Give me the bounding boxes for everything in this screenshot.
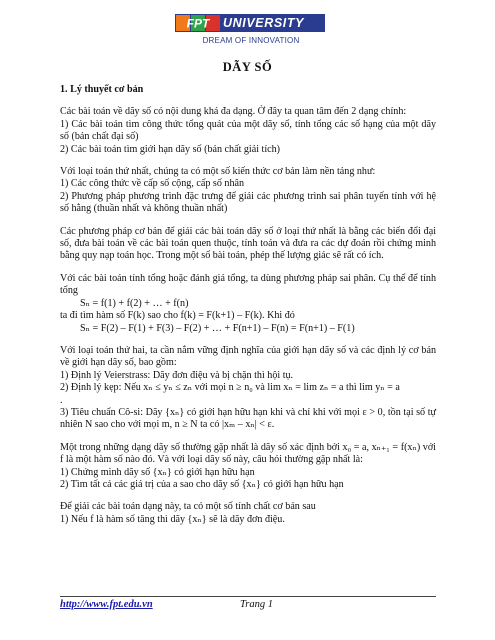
- page-number: Trang 1: [240, 599, 273, 610]
- paragraph: Với loại toán thứ nhất, chúng ta có một số kiến thức cơ bản làm nền tảng như:: [60, 166, 376, 178]
- logo-tagline: DREAM OF INNOVATION: [202, 36, 300, 45]
- formula: Sₙ = f(1) + f(2) + … + f(n): [80, 297, 189, 309]
- list-item: 1) Các công thức về cấp số cộng, cấp số nhân: [60, 178, 245, 190]
- paragraph: Một trong những dạng dãy số thường gặp nhất là dãy số xác định bởi x₀ = a, xₙ₊₁ = f(xₙ) với f là một hàm số nào đó. Và với loại dãy số này, câu hỏi thường gặp nhất là:: [60, 441, 436, 466]
- list-item: 3) Tiêu chuẩn Cô-si: Dãy {xₙ} có giới hạn hữu hạn khi và chỉ khi với mọi ε > 0, tồn tại số tự nhiên N sao cho với mọi m, n ≥ N ta có |xₘ – xₙ| < ε.: [60, 406, 436, 431]
- list-item: 1) Chứng minh dãy số {xₙ} có giới hạn hữu hạn: [60, 466, 255, 478]
- list-item: 2) Định lý kẹp: Nếu xₙ ≤ yₙ ≤ zₙ với mọi n ≥ n₀ và lim xₙ = lim zₙ = a thì lim yₙ = a: [60, 382, 400, 394]
- fpt-university-logo: [175, 14, 325, 54]
- page-footer: [60, 596, 436, 615]
- paragraph: ta đi tìm hàm số F(k) sao cho f(k) = F(k+1) – F(k). Khi đó: [60, 310, 295, 322]
- paragraph: Các bài toán về dãy số có nội dung khá đa dạng. Ở đây ta quan tâm đến 2 dạng chính:: [60, 106, 407, 118]
- punctuation-line: .: [60, 394, 63, 406]
- list-item: 1) Định lý Veierstrass: Dãy đơn điệu và bị chặn thì hội tụ.: [60, 369, 294, 381]
- svg-text:FPT: FPT: [186, 16, 210, 31]
- fpt-logo-mark: [175, 14, 223, 32]
- logo-wordmark: UNIVERSITY: [223, 16, 305, 30]
- document-body: [60, 84, 436, 526]
- paragraph: Các phương pháp cơ bản để giải các bài toán dãy số ở loại thứ nhất là bằng các biến đổi đại số, đưa bài toán về các bài toán quen thuộc, tính toán và đưa ra các dự đoán rồi chứng minh bằng quy nạp toán học. Trong một số bài toán, phép thế lượng giác sẽ rất có ích.: [60, 225, 436, 262]
- list-item: 1) Các bài toán tìm công thức tổng quát của một dãy số, tính tổng các số hạng của một dãy số (bản chất đại số): [60, 118, 436, 143]
- formula: Sₙ = F(2) – F(1) + F(3) – F(2) + … + F(n+1) – F(n) = F(n+1) – F(1): [80, 322, 355, 334]
- footer-url-link[interactable]: http://www.fpt.edu.vn: [60, 599, 153, 610]
- list-item: 1) Nếu f là hàm số tăng thì dãy {xₙ} sẽ là dãy đơn điệu.: [60, 513, 285, 525]
- paragraph: Với loại toán thứ hai, ta cần nắm vững định nghĩa của giới hạn dãy số và các định lý cơ bản về giới hạn dãy số, bao gồm:: [60, 344, 436, 369]
- list-item: 2) Các bài toán tìm giới hạn dãy số (bản chất giải tích): [60, 143, 281, 155]
- paragraph: Với các bài toán tính tổng hoặc đánh giá tổng, ta dùng phương pháp sai phân. Cụ thể để tính tổng: [60, 272, 436, 297]
- list-item: 2) Phương pháp phương trình đặc trưng để giải các phương trình sai phân tuyến tính với hệ số hằng (thuần nhất và không thuần nhất): [60, 190, 436, 215]
- list-item: 2) Tìm tất cả các giá trị của a sao cho dãy số {xₙ} có giới hạn hữu hạn: [60, 478, 344, 490]
- section-heading: 1. Lý thuyết cơ bản: [60, 84, 144, 95]
- document-title: DÃY SỐ: [222, 60, 273, 74]
- paragraph: Để giải các bài toán dạng này, ta có một số tính chất cơ bản sau: [60, 501, 316, 513]
